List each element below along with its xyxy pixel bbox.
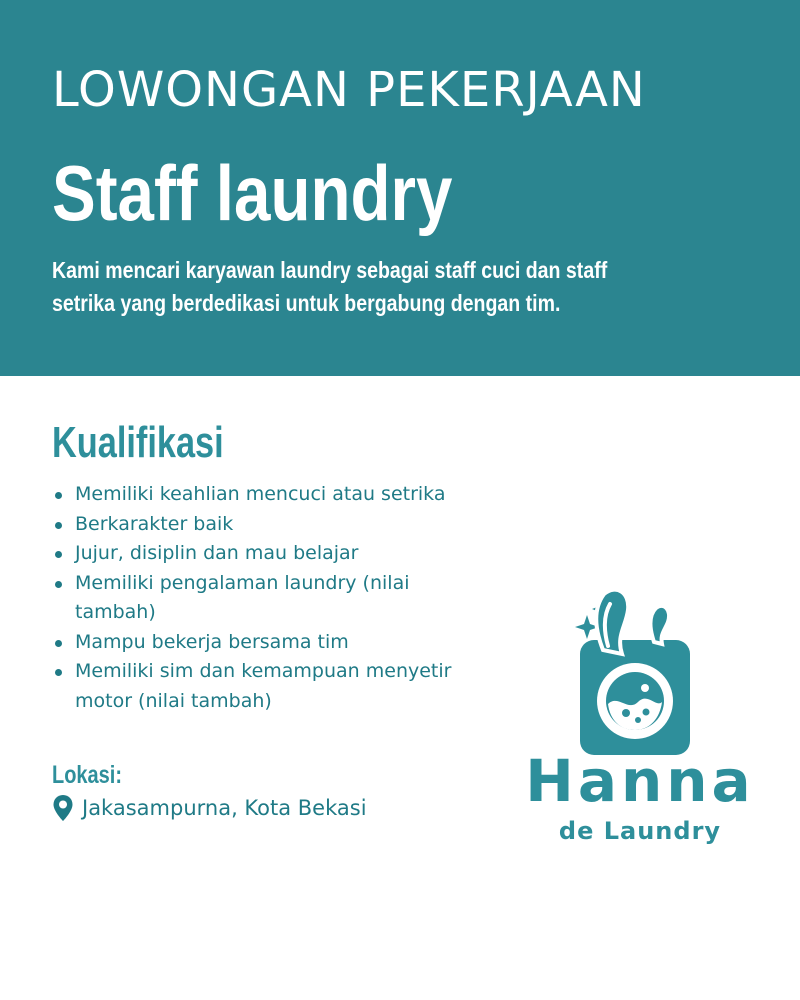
job-title: Staff laundry: [52, 149, 453, 237]
bullet-icon: [55, 492, 62, 499]
location-heading: Lokasi:: [52, 761, 123, 789]
job-intro: Kami mencari karyawan laundry sebagai staff cuci dan staff setrika yang berdedikasi untuk bergabung dengan tim.: [52, 257, 608, 316]
bullet-icon: [55, 669, 62, 676]
list-item: [52, 628, 492, 658]
list-item: [52, 510, 492, 540]
brand-logo: [500, 580, 780, 870]
brand-name: Hanna: [525, 747, 755, 815]
bullet-icon: [55, 522, 62, 529]
location-row: [52, 793, 367, 823]
bullet-icon: [55, 640, 62, 647]
bullet-icon: [55, 551, 62, 558]
brand-subtitle: de Laundry: [558, 817, 722, 845]
list-item: [52, 539, 492, 569]
header-banner: [0, 0, 800, 376]
location-text: Jakasampurna, Kota Bekasi: [82, 796, 367, 820]
bullet-icon: [55, 581, 62, 588]
qualification-text: Memiliki keahlian mencuci atau setrika: [75, 483, 446, 505]
qualifications-heading: Kualifikasi: [52, 418, 224, 467]
washing-machine-icon: [500, 580, 780, 760]
qualification-text: Berkarakter baik: [75, 512, 234, 535]
location-pin-icon: [52, 794, 74, 822]
qualifications-list: [52, 480, 492, 716]
qualification-text: Mampu bekerja bersama tim: [75, 630, 349, 653]
list-item: [52, 569, 492, 628]
list-item: [52, 657, 492, 716]
qualification-text: Jujur, disiplin dan mau belajar: [75, 542, 359, 564]
job-vacancy-overline: LOWONGAN PEKERJAAN: [52, 62, 646, 118]
qualification-text: Memiliki sim dan kemampuan menyetir motor (nilai tambah): [75, 660, 452, 712]
qualification-text: Memiliki pengalaman laundry (nilai tambah): [75, 571, 410, 623]
list-item: [52, 480, 492, 510]
